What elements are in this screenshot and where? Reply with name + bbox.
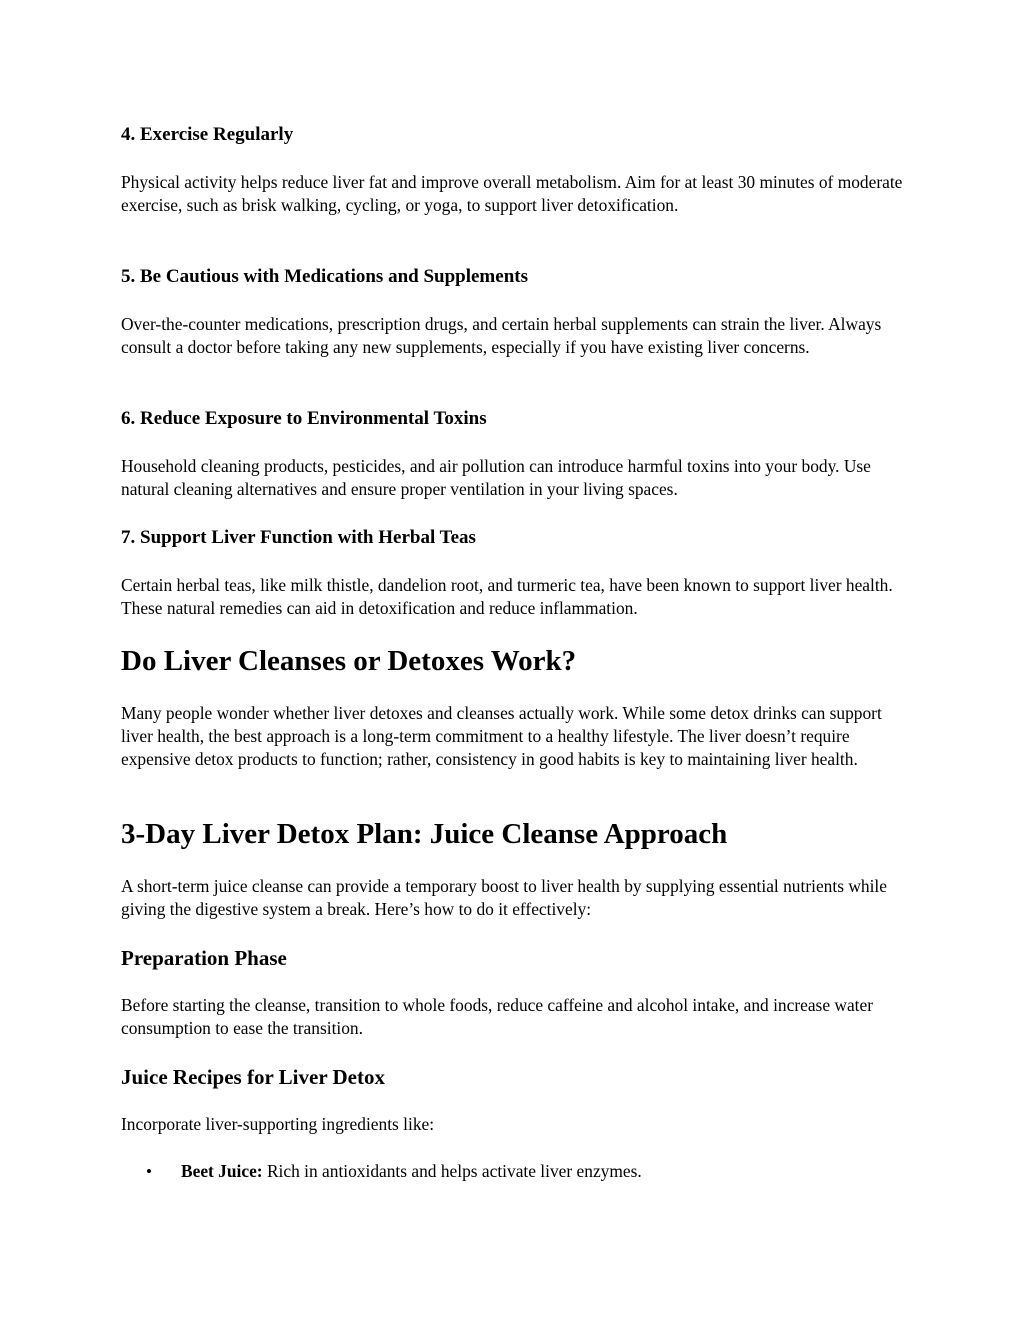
heading-exercise-regularly: 4. Exercise Regularly bbox=[121, 124, 294, 145]
heading-detoxes-work: Do Liver Cleanses or Detoxes Work? bbox=[121, 645, 577, 677]
heading-cautious-medications: 5. Be Cautious with Medications and Supplements bbox=[121, 266, 528, 287]
heading-preparation-phase: Preparation Phase bbox=[121, 946, 287, 970]
heading-detox-plan: 3-Day Liver Detox Plan: Juice Cleanse Approach bbox=[121, 818, 728, 850]
heading-juice-recipes: Juice Recipes for Liver Detox bbox=[121, 1065, 385, 1089]
paragraph-preparation-phase: Before starting the cleanse, transition to whole foods, reduce caffeine and alcohol intake, and increase water consumption to ease the transition. bbox=[121, 995, 874, 1038]
paragraph-cautious-medications: Over-the-counter medications, prescription drugs, and certain herbal supplements can strain the liver. Always consult a doctor before taking any new supplements, especially if you have existing liver concerns. bbox=[121, 314, 882, 357]
list-item-text bbox=[181, 1160, 642, 1183]
paragraph-detox-plan: A short-term juice cleanse can provide a temporary boost to liver health by supplying essential nutrients while giving the digestive system a break. Here’s how to do it effectively: bbox=[121, 876, 887, 919]
heading-herbal-teas: 7. Support Liver Function with Herbal Teas bbox=[121, 527, 476, 548]
bullet-icon: • bbox=[146, 1162, 152, 1181]
list-item-description: Rich in antioxidants and helps activate liver enzymes. bbox=[262, 1161, 642, 1181]
paragraph-detoxes-work: Many people wonder whether liver detoxes and cleanses actually work. While some detox drinks can support liver health, the best approach is a long-term commitment to a healthy lifestyle. The liver doesn’t require expensive detox products to function; rather, consistency in good habits is key to maintaining liver health. bbox=[121, 703, 882, 769]
paragraph-environmental-toxins: Household cleaning products, pesticides, and air pollution can introduce harmful toxins into your body. Use natural cleaning alternatives and ensure proper ventilation in your living spaces. bbox=[121, 456, 871, 499]
paragraph-herbal-teas: Certain herbal teas, like milk thistle, dandelion root, and turmeric tea, have been known to support liver health. These natural remedies can aid in detoxification and reduce inflammation. bbox=[121, 575, 893, 618]
paragraph-juice-recipes-intro: Incorporate liver-supporting ingredients like: bbox=[121, 1114, 435, 1134]
list-item-term: Beet Juice: bbox=[181, 1161, 263, 1181]
heading-environmental-toxins: 6. Reduce Exposure to Environmental Toxins bbox=[121, 408, 487, 429]
paragraph-exercise-regularly: Physical activity helps reduce liver fat and improve overall metabolism. Aim for at least 30 minutes of moderate exercise, such as brisk walking, cycling, or yoga, to support liver detoxification. bbox=[121, 172, 903, 215]
